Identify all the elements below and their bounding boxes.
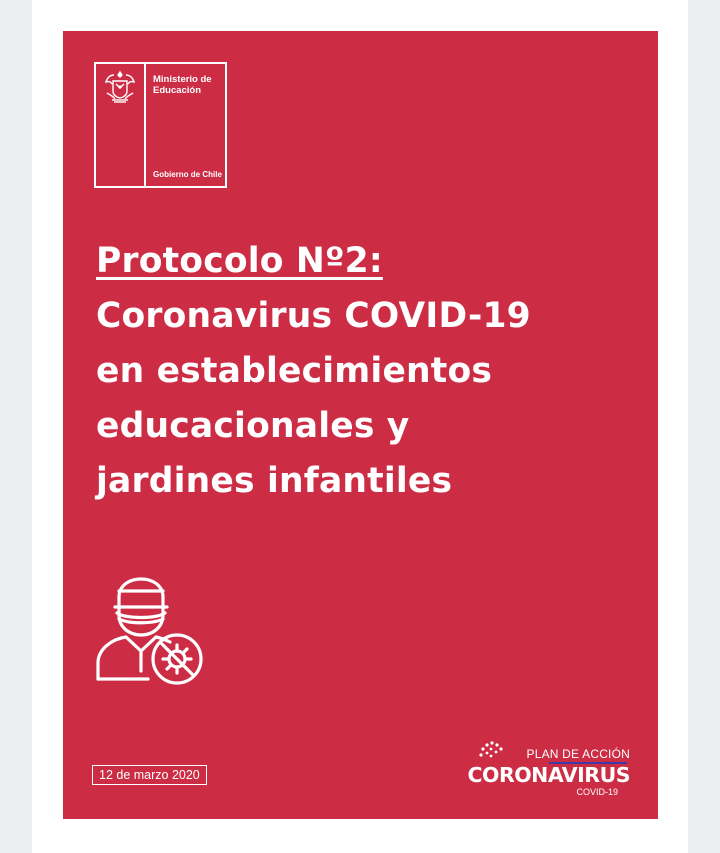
dot-arc-icon <box>478 741 504 761</box>
title-line-5: jardines infantiles <box>96 461 453 501</box>
cover-page <box>63 31 658 819</box>
campaign-label: PLAN DE ACCIÓN <box>526 747 630 761</box>
campaign-sub: COVID-19 <box>576 787 618 797</box>
ministry-logo <box>94 62 227 188</box>
title-line-3: en establecimientos <box>96 351 493 391</box>
title-line-1: Protocolo Nº2: <box>96 241 383 281</box>
coat-of-arms-icon <box>103 69 137 105</box>
title-line-2: Coronavirus COVID-19 <box>96 296 531 336</box>
ministry-name: Ministerio de Educación <box>153 74 212 96</box>
page-title <box>96 234 641 509</box>
title-line-4: educacionales y <box>96 406 410 446</box>
person-with-mask-icon <box>95 555 205 685</box>
campaign-logo <box>430 739 630 799</box>
logo-divider <box>144 64 146 186</box>
campaign-name: CORONAVIRUS <box>467 763 630 787</box>
government-name: Gobierno de Chile <box>153 170 222 179</box>
date-label: 12 de marzo 2020 <box>92 765 207 785</box>
no-virus-icon <box>153 635 201 683</box>
